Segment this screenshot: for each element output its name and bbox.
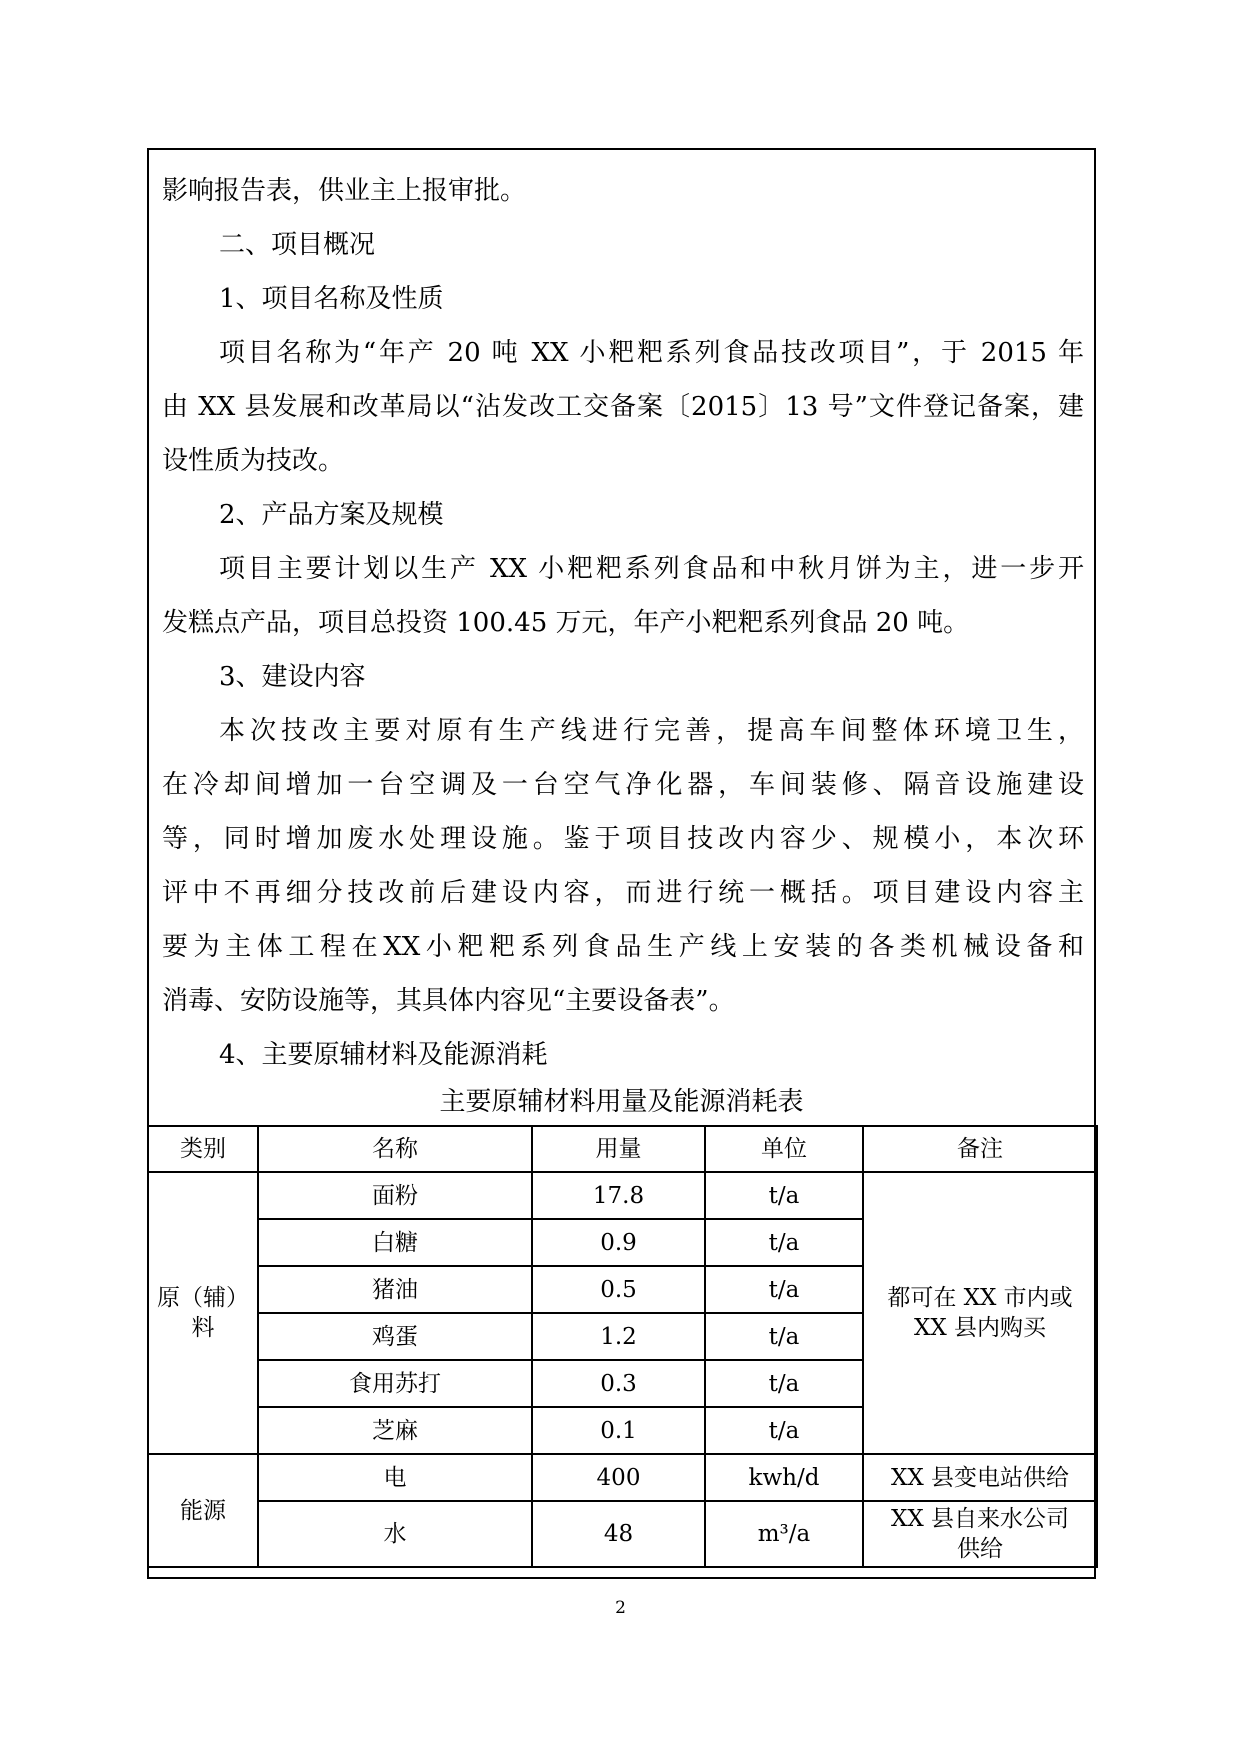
header-category: 类别 (148, 1126, 258, 1172)
page-number: 2 (615, 1598, 626, 1618)
amount-cell: 0.5 (532, 1266, 705, 1313)
table-header-row (148, 1126, 1097, 1172)
unit-cell: t/a (705, 1313, 863, 1360)
unit-cell: kwh/d (705, 1454, 863, 1501)
table-caption: 主要原辅材料用量及能源消耗表 (439, 1087, 804, 1117)
header-note: 备注 (863, 1126, 1097, 1172)
unit-cell: t/a (705, 1407, 863, 1454)
category-cell: 能源 (148, 1454, 258, 1567)
unit-cell: t/a (705, 1172, 863, 1219)
heading-product-plan: 2、产品方案及规模 (219, 500, 444, 530)
text-line: 发糕点产品，项目总投资 100.45 万元，年产小粑粑系列食品 20 吨。 (162, 608, 970, 638)
text-line: 由 XX 县发展和改革局以“沾发改工交备案〔2015〕13 号”文件登记备案，建 (162, 392, 1084, 422)
text-line: 项目主要计划以生产 XX 小粑粑系列食品和中秋月饼为主，进一步开 (219, 554, 1084, 584)
heading-materials: 4、主要原辅材料及能源消耗 (219, 1040, 548, 1070)
amount-cell: 0.9 (532, 1219, 705, 1266)
heading-construction: 3、建设内容 (219, 662, 366, 692)
name-cell: 电 (258, 1454, 532, 1501)
text-line: 评中不再细分技改前后建设内容，而进行统一概括。项目建设内容主 (162, 878, 1084, 908)
category-cell: 原（辅）料 (148, 1172, 258, 1454)
unit-cell: t/a (705, 1219, 863, 1266)
unit-cell: t/a (705, 1266, 863, 1313)
unit-cell: t/a (705, 1360, 863, 1407)
amount-cell: 400 (532, 1454, 705, 1501)
note-cell: XX 县自来水公司供给 (863, 1501, 1097, 1567)
header-unit: 单位 (705, 1126, 863, 1172)
note-cell: 都可在 XX 市内或 XX 县内购买 (863, 1172, 1097, 1454)
paragraph-construction (162, 704, 1084, 1028)
paragraph-project-name (162, 326, 1084, 488)
text-line: 本次技改主要对原有生产线进行完善，提高车间整体环境卫生， (219, 716, 1084, 746)
header-amount: 用量 (532, 1126, 705, 1172)
amount-cell: 17.8 (532, 1172, 705, 1219)
text-line: 要为主体工程在XX小粑粑系列食品生产线上安装的各类机械设备和 (162, 932, 1084, 962)
text-line: 等，同时增加废水处理设施。鉴于项目技改内容少、规模小，本次环 (162, 824, 1084, 854)
paragraph-product-plan (162, 542, 1084, 650)
name-cell: 水 (258, 1501, 532, 1567)
heading-overview: 二、项目概况 (219, 230, 376, 260)
amount-cell: 48 (532, 1501, 705, 1567)
note-cell: XX 县变电站供给 (863, 1454, 1097, 1501)
unit-cell: m³/a (705, 1501, 863, 1567)
materials-table (147, 1125, 1098, 1568)
amount-cell: 1.2 (532, 1313, 705, 1360)
table-row (148, 1172, 1097, 1219)
text-line: 项目名称为“年产 20 吨 XX 小粑粑系列食品技改项目”，于 2015 年 (219, 338, 1084, 368)
heading-project-name: 1、项目名称及性质 (219, 284, 444, 314)
name-cell: 食用苏打 (258, 1360, 532, 1407)
paragraph-intro-tail (162, 164, 1084, 218)
text-line: 消毒、安防设施等，其具体内容见“主要设备表”。 (162, 986, 735, 1016)
table-row (148, 1501, 1097, 1567)
name-cell: 芝麻 (258, 1407, 532, 1454)
name-cell: 白糖 (258, 1219, 532, 1266)
name-cell: 面粉 (258, 1172, 532, 1219)
table-row (148, 1454, 1097, 1501)
text-line: 影响报告表，供业主上报审批。 (162, 176, 527, 206)
amount-cell: 0.3 (532, 1360, 705, 1407)
header-name: 名称 (258, 1126, 532, 1172)
name-cell: 鸡蛋 (258, 1313, 532, 1360)
name-cell: 猪油 (258, 1266, 532, 1313)
content-frame (147, 148, 1096, 1579)
text-line: 设性质为技改。 (162, 446, 345, 476)
amount-cell: 0.1 (532, 1407, 705, 1454)
text-line: 在冷却间增加一台空调及一台空气净化器，车间装修、隔音设施建设 (162, 770, 1084, 800)
